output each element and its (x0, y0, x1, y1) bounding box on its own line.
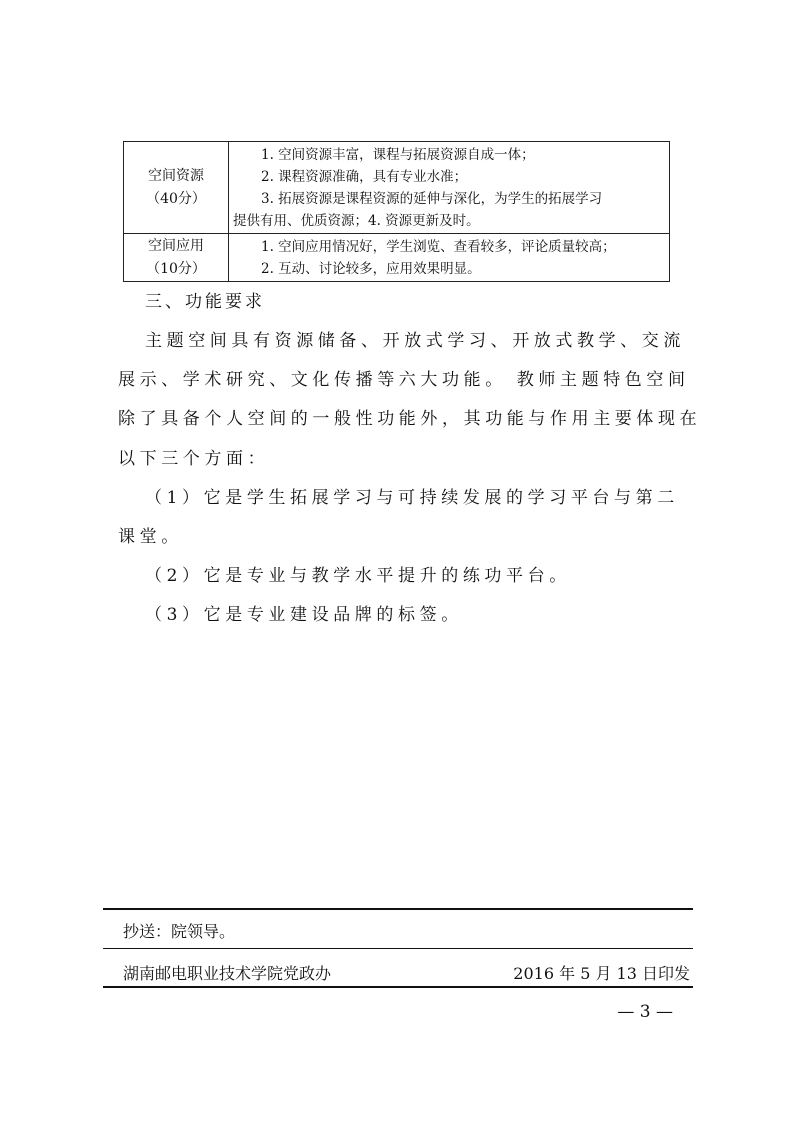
section-heading: 三、功能要求 (145, 292, 265, 312)
paragraph-line: （3）它是专业建设品牌的标签。 (145, 605, 463, 625)
footer-bottom-rule (103, 986, 693, 988)
criteria-line: 2. 课程资源准确，具有专业水准； (261, 169, 468, 185)
table-row (124, 142, 670, 234)
criteria-cell (229, 142, 670, 234)
paragraph-line: 主题空间具有资源储备、开放式学习、开放式教学、交流 (145, 331, 685, 351)
issue-date: 2016 年 5 月 13 日印发 (513, 964, 690, 983)
criteria-line: 1. 空间资源丰富，课程与拓展资源自成一体； (261, 147, 535, 163)
table-row (124, 234, 670, 282)
criteria-line: 2. 互动、讨论较多，应用效果明显。 (261, 261, 481, 277)
cc-line: 抄送：院领导。 (123, 922, 236, 941)
footer-top-rule (103, 908, 693, 910)
paragraph-line: 展示、学术研究、文化传播等六大功能。 教师主题特色空间 (118, 370, 690, 390)
paragraph-line: 课堂。 (118, 527, 183, 547)
category-score: （40分） (146, 190, 206, 207)
category-score: （10分） (146, 260, 206, 277)
paragraph-line: 以下三个方面： (118, 449, 270, 469)
criteria-line: 3. 拓展资源是课程资源的延伸与深化，为学生的拓展学习 (261, 191, 603, 207)
category-cell (124, 234, 229, 282)
criteria-line: 1. 空间应用情况好，学生浏览、查看较多，评论质量较高； (261, 239, 616, 255)
issuer-name: 湖南邮电职业技术学院党政办 (123, 964, 332, 983)
criteria-line: 提供有用、优质资源；4. 资源更新及时。 (233, 213, 480, 229)
category-label: 空间资源 (148, 167, 204, 184)
criteria-cell (229, 234, 670, 282)
paragraph-line: （1）它是学生拓展学习与可持续发展的学习平台与第二 (145, 488, 679, 508)
evaluation-table (123, 141, 670, 282)
category-label: 空间应用 (148, 237, 204, 254)
paragraph-line: 除了具备个人空间的一般性功能外，其功能与作用主要体现在 (118, 409, 702, 429)
page-number: — 3 — (617, 1002, 673, 1022)
paragraph-line: （2）它是专业与教学水平提升的练功平台。 (145, 566, 571, 586)
footer-middle-rule (103, 948, 693, 949)
category-cell (124, 142, 229, 234)
